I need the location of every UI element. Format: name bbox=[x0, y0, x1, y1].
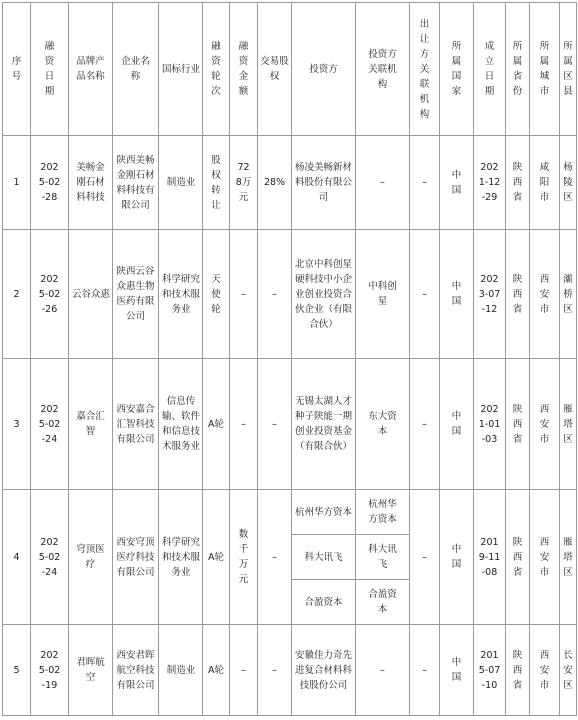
cell-district: 雁塔区 bbox=[560, 359, 577, 490]
header-cell: 融资金额 bbox=[230, 3, 258, 136]
cell-seller-rel: – bbox=[410, 490, 440, 625]
cell-date: 2025-02-24 bbox=[31, 490, 69, 625]
table-row bbox=[3, 136, 577, 230]
cell-index: 4 bbox=[3, 490, 31, 625]
header-cell: 成立日期 bbox=[474, 3, 506, 136]
header-cell: 所属城市 bbox=[530, 3, 560, 136]
cell-company: 陕西云谷众惠生物医药有限公司 bbox=[113, 230, 159, 359]
cell-industry: 科学研究和技术服务业 bbox=[159, 490, 203, 625]
cell-province: 陕西省 bbox=[506, 136, 530, 230]
cell-province: 陕西省 bbox=[506, 230, 530, 359]
cell-amount: 数千万元 bbox=[230, 490, 258, 625]
cell-country: 中国 bbox=[440, 136, 474, 230]
cell-index: 2 bbox=[3, 230, 31, 359]
cell-company: 西安穹顶医疗科技有限公司 bbox=[113, 490, 159, 625]
cell-city: 西安市 bbox=[530, 230, 560, 359]
financing-table bbox=[2, 2, 577, 716]
cell-seller-rel: – bbox=[410, 136, 440, 230]
cell-equity: – bbox=[258, 359, 292, 490]
cell-date: 2025-02-28 bbox=[31, 136, 69, 230]
cell-industry: 制造业 bbox=[159, 136, 203, 230]
cell-country: 中国 bbox=[440, 490, 474, 625]
header-cell: 品牌产品名称 bbox=[69, 3, 113, 136]
cell-province: 陕西省 bbox=[506, 359, 530, 490]
cell-round: A轮 bbox=[203, 490, 230, 625]
cell-seller-rel: – bbox=[410, 230, 440, 359]
cell-investor-rel: 东大资本 bbox=[356, 359, 410, 490]
cell-city: 西安市 bbox=[530, 490, 560, 625]
cell-industry: 科学研究和技术服务业 bbox=[159, 230, 203, 359]
cell-industry: 信息传输、软件和信息技术服务业 bbox=[159, 359, 203, 490]
cell-investor-rel: 中科创星 bbox=[356, 230, 410, 359]
cell-investor-rel: 科大讯飞 bbox=[356, 535, 410, 580]
cell-city: 咸阳市 bbox=[530, 136, 560, 230]
cell-round: 股权转让 bbox=[203, 136, 230, 230]
cell-investor: 杨凌美畅新材料股份有限公司 bbox=[292, 136, 356, 230]
cell-brand: 美畅金刚石材料科技 bbox=[69, 136, 113, 230]
cell-country: 中国 bbox=[440, 230, 474, 359]
cell-investor-rel: 杭州华方资本 bbox=[356, 490, 410, 535]
header-cell: 企业名称 bbox=[113, 3, 159, 136]
header-cell: 融资日期 bbox=[31, 3, 69, 136]
cell-index: 5 bbox=[3, 625, 31, 716]
header-cell: 所属区县 bbox=[560, 3, 577, 136]
cell-founded: 2021-12-29 bbox=[474, 136, 506, 230]
cell-brand: 云谷众惠 bbox=[69, 230, 113, 359]
cell-date: 2025-02-26 bbox=[31, 230, 69, 359]
cell-brand: 嘉合汇智 bbox=[69, 359, 113, 490]
cell-investor: 安徽佳力奇先进复合材料科技股份公司 bbox=[292, 625, 356, 716]
cell-industry: 制造业 bbox=[159, 625, 203, 716]
cell-district: 长安区 bbox=[560, 625, 577, 716]
cell-district: 灞桥区 bbox=[560, 230, 577, 359]
cell-date: 2025-02-24 bbox=[31, 359, 69, 490]
cell-index: 1 bbox=[3, 136, 31, 230]
cell-investor: 科大讯飞 bbox=[292, 535, 356, 580]
cell-city: 西安市 bbox=[530, 625, 560, 716]
header-cell: 序号 bbox=[3, 3, 31, 136]
cell-equity: – bbox=[258, 490, 292, 625]
cell-seller-rel: – bbox=[410, 359, 440, 490]
table-row bbox=[3, 490, 577, 535]
cell-amount: – bbox=[230, 625, 258, 716]
header-row bbox=[3, 3, 577, 136]
cell-index: 3 bbox=[3, 359, 31, 490]
cell-country: 中国 bbox=[440, 625, 474, 716]
header-cell: 所属省份 bbox=[506, 3, 530, 136]
cell-round: 天使轮 bbox=[203, 230, 230, 359]
cell-investor-rel: 合盈资本 bbox=[356, 580, 410, 625]
cell-amount: 728万元 bbox=[230, 136, 258, 230]
cell-founded: 2023-07-12 bbox=[474, 230, 506, 359]
cell-company: 陕西美畅金刚石材料科技有限公司 bbox=[113, 136, 159, 230]
cell-investor: 北京中科创星硬科技中小企业创业投资合伙企业（有限合伙） bbox=[292, 230, 356, 359]
cell-equity: – bbox=[258, 230, 292, 359]
cell-investor: 杭州华方资本 bbox=[292, 490, 356, 535]
cell-company: 西安君晖航空科技有限公司 bbox=[113, 625, 159, 716]
cell-city: 西安市 bbox=[530, 359, 560, 490]
cell-equity: – bbox=[258, 625, 292, 716]
cell-founded: 2019-11-08 bbox=[474, 490, 506, 625]
cell-district: 杨陵区 bbox=[560, 136, 577, 230]
cell-brand: 穹顶医疗 bbox=[69, 490, 113, 625]
cell-round: A轮 bbox=[203, 359, 230, 490]
cell-investor: 合盈资本 bbox=[292, 580, 356, 625]
header-cell: 交易股权 bbox=[258, 3, 292, 136]
header-cell: 所属国家 bbox=[440, 3, 474, 136]
cell-investor-rel: – bbox=[356, 136, 410, 230]
cell-founded: 2021-01-03 bbox=[474, 359, 506, 490]
cell-round: A轮 bbox=[203, 625, 230, 716]
cell-brand: 君晖航空 bbox=[69, 625, 113, 716]
cell-country: 中国 bbox=[440, 359, 474, 490]
cell-founded: 2015-07-10 bbox=[474, 625, 506, 716]
cell-date: 2025-02-19 bbox=[31, 625, 69, 716]
table-row bbox=[3, 359, 577, 490]
cell-equity: 28% bbox=[258, 136, 292, 230]
cell-investor: 无锡太湖人才种子陕能一期创业投资基金（有限合伙） bbox=[292, 359, 356, 490]
header-cell: 出让方关联机构 bbox=[410, 3, 440, 136]
cell-district: 雁塔区 bbox=[560, 490, 577, 625]
cell-province: 陕西省 bbox=[506, 625, 530, 716]
cell-province: 陕西省 bbox=[506, 490, 530, 625]
cell-seller-rel: – bbox=[410, 625, 440, 716]
header-cell: 投资方关联机构 bbox=[356, 3, 410, 136]
cell-investor-rel: – bbox=[356, 625, 410, 716]
header-cell: 国标行业 bbox=[159, 3, 203, 136]
cell-amount: – bbox=[230, 230, 258, 359]
cell-amount: – bbox=[230, 359, 258, 490]
header-cell: 投资方 bbox=[292, 3, 356, 136]
table-row bbox=[3, 625, 577, 716]
header-cell: 融资轮次 bbox=[203, 3, 230, 136]
table-row bbox=[3, 230, 577, 359]
cell-company: 西安嘉合汇智科技有限公司 bbox=[113, 359, 159, 490]
